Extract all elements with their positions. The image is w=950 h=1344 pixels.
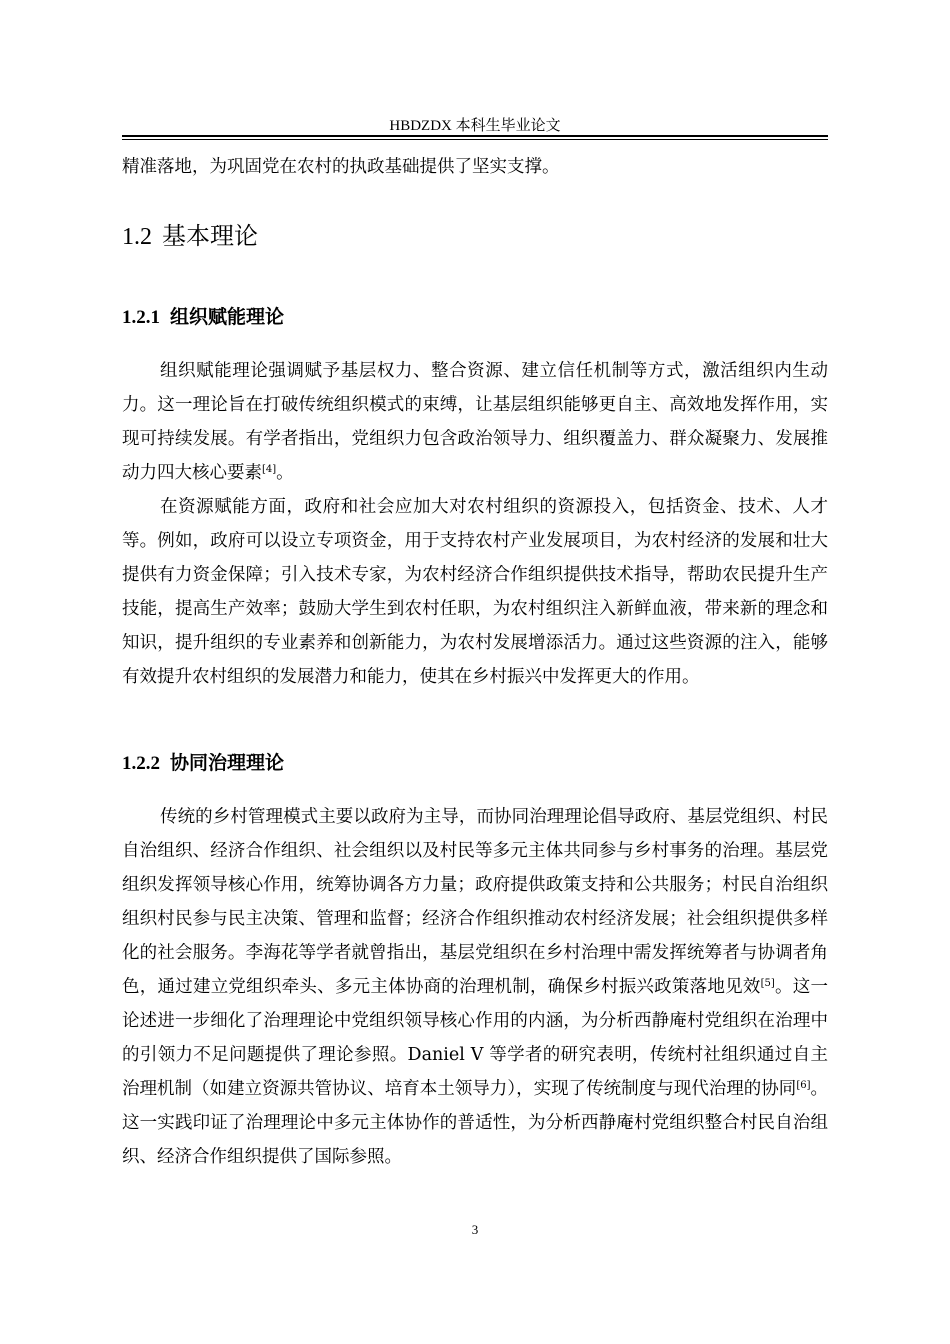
paragraph-text: 。这一论述进一步细化了治理理论中党组织领导核心作用的内涵，为分析西静庵村党组织在治理中的引领力不足问题提供了理论参照。Daniel V 等学者的研究表明，传统村社组织通过自主治理机制（如建立资源共管协议、培育本土领导力），实现了传统制度与现代治理的协同 <box>122 977 828 1099</box>
citation: [5] <box>760 978 775 989</box>
subsection-number: 1.2.1 <box>122 307 160 328</box>
subsection-heading-2 <box>122 748 284 775</box>
running-header: HBDZDX 本科生毕业论文 <box>389 118 561 134</box>
paragraph-empowerment-2: 在资源赋能方面，政府和社会应加大对农村组织的资源投入，包括资金、技术、人才等。例如，政府可以设立专项资金，用于支持农村产业发展项目，为农村经济的发展和壮大提供有力资金保障；引入技术专家，为农村经济合作组织提供技术指导，帮助农民提升生产技能，提高生产效率；鼓励大学生到农村任职，为农村组织注入新鲜血液，带来新的理念和知识，提升组织的专业素养和创新能力，为农村发展增添活力。通过这些资源的注入，能够有效提升农村组织的发展潜力和能力，使其在乡村振兴中发挥更大的作用。 <box>122 497 828 687</box>
citation: [6] <box>796 1080 811 1091</box>
paragraph-text: 传统的乡村管理模式主要以政府为主导，而协同治理理论倡导政府、基层党组织、村民自治组织、经济合作组织、社会组织以及村民等多元主体共同参与乡村事务的治理。基层党组织发挥领导核心作用，统筹协调各方力量；政府提供政策支持和公共服务；村民自治组织组织村民参与民主决策、管理和监督；经济合作组织推动农村经济发展；社会组织提供多样化的社会服务。李海花等学者就曾指出，基层党组织在乡村治理中需发挥统筹者与协调者角色，通过建立党组织牵头、多元主体协商的治理机制，确保乡村振兴政策落地见效 <box>122 807 828 997</box>
subsection-title: 组织赋能理论 <box>170 306 285 328</box>
subsection-title: 协同治理理论 <box>170 752 285 774</box>
section-heading <box>122 216 258 251</box>
paragraph-empowerment-1 <box>122 354 828 490</box>
page-number: 3 <box>471 1222 479 1237</box>
subsection-number: 1.2.2 <box>122 753 160 774</box>
citation: [4] <box>262 464 277 475</box>
subsection-heading-1 <box>122 302 284 329</box>
paragraph-text: 。这一实践印证了治理理论中多元主体协作的普适性，为分析西静庵村党组织整合村民自治组织、经济合作组织提供了国际参照。 <box>122 1079 828 1167</box>
section-title: 基本理论 <box>162 224 258 250</box>
paragraph-text: 组织赋能理论强调赋予基层权力、整合资源、建立信任机制等方式，激活组织内生动力。这一理论旨在打破传统组织模式的束缚，让基层组织能够更自主、高效地发挥作用，实现可持续发展。有学者指出，党组织力包含政治领导力、组织覆盖力、群众凝聚力、发展推动力四大核心要素 <box>122 361 828 483</box>
paragraph-end: 。 <box>276 463 294 483</box>
paragraph-collaborative-governance <box>122 800 828 1174</box>
intro-paragraph: 精准落地，为巩固党在农村的执政基础提供了坚实支撑。 <box>122 157 560 177</box>
section-number: 1.2 <box>122 224 152 250</box>
header-rule <box>122 135 828 140</box>
